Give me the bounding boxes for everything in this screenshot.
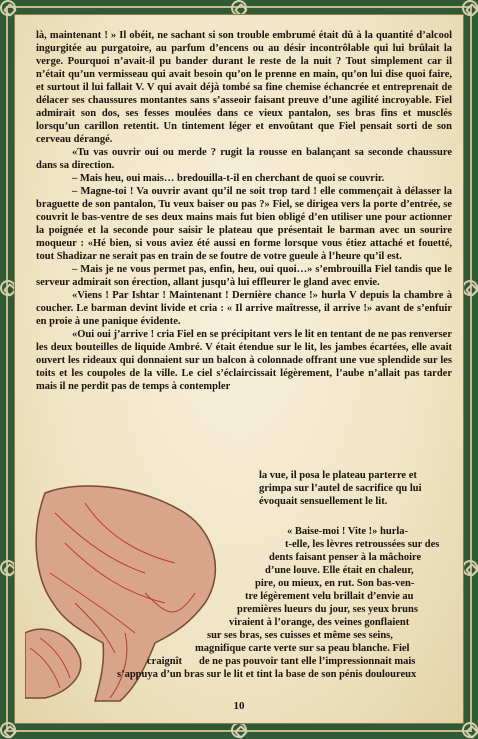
text-line: de ne pas pouvoir tant elle l’impressionnait mais [199,656,416,667]
text-line: « Baise-moi ! Vite !» hurla- [287,526,409,537]
paragraph: – Mais je ne vous permet pas, enfin, heu, oui quoi…» s’embrouilla Fiel tandis que le serveur admirait son érection, allant jusqu’à lui effleurer le gland avec envie. [36,264,452,288]
border-left [6,6,8,732]
text-line: d’une louve. Elle était en chaleur, [265,565,414,576]
text-line: s’appuya d’un bras sur le lit et tint la base de son pénis douloureux [117,669,417,680]
paragraph: – Mais heu, oui mais… bredouilla-t-il en cherchant de quoi se couvrir. [72,173,385,184]
text-line: évoquait sensuellement le lit. [259,496,388,507]
paragraph: «Viens ! Par Ishtar ! Maintenant ! Dernière chance !» hurla V depuis la chambre à coucher. Le barman devint livide et cria : « Il arrive maîtresse, il arrive !» avant de s’enfuir en proie à une panique évidente. [36,290,452,327]
celtic-knot-icon [462,722,478,738]
text-line: craignît [147,656,182,667]
border-right [470,6,472,732]
text-line: viraient à l’orange, des veines gonflaient [229,617,410,628]
celtic-knot-icon [0,722,16,738]
body-text [36,29,452,393]
paragraph: «Tu vas ouvrir oui ou merde ? rugit la rousse en balançant sa seconde chaussure dans sa direction. [36,147,452,171]
text-line: tre légèrement velu brillait d’envie au [245,591,414,602]
paragraph: là, maintenant ! » Il obéit, ne sachant si son trouble embrumé était dû à la quantité d’alcool ingurgitée au purgatoire, au parfum d’encens ou au désir incontrôlable qui lui brûlait la verge. Pourquoi n’avait-il pu bander durant le reste de la nuit ? Tout simplement car il n’était qu’un vermisseau qui avait besoin qu’on le prenne en main, qu’on lui dise quoi faire, et surtout il lui fallait V. V qui avait déjà tombé sa fine chemise échancrée et entreprenait de délacer ses chaussures montantes sans s’asseoir faisant preuve d’une agilité incroyable. Fiel admirait son dos, ses fesses moulées dans ce vieux pantalon, ses bras fins et musclés lorsqu’un carillon retentit. Un tintement léger et envoûtant que Fiel pensait sorti de son cerveau dérangé. [36,30,452,145]
text-line: premières lueurs du jour, ses yeux bruns [237,604,418,615]
text-line: pire, ou mieux, en rut. Son bas-ven- [255,578,415,589]
celtic-knot-icon [231,722,247,738]
text-line: grimpa sur l’autel de sacrifice qu lui [259,483,422,494]
page-number: 10 [233,700,245,712]
celtic-knot-icon [462,0,478,16]
text-line: dents faisant penser à la mâchoire [269,552,422,563]
text-line: la vue, il posa le plateau parterre et [259,470,417,481]
text-line: magnifique carte verte sur sa peau blanche. Fiel [195,643,410,654]
celtic-knot-icon [462,280,478,296]
paragraph: «Oui oui j’arrive ! cria Fiel en se précipitant vers le lit en tentant de ne pas renverser les deux bouteilles de liquide Ambré. V était étendue sur le lit, les jambes écartées, elle avait ouvert les rideaux qui donnaient sur un balcon à colonnade offrant une vue splendide sur les toits et les coupoles de la ville. Le ciel s’éclaircissait légèrement, l’aube n’allait pas tarder mais il ne perdit pas de temps à contempler [36,329,452,392]
celtic-knot-icon [462,560,478,576]
paragraph: – Magne-toi ! Va ouvrir avant qu’il ne soit trop tard ! elle commençait à délasser la braguette de son pantalon, Tu veux baiser ou pas ?» Fiel, se dirigea vers la porte d’entrée, se couvrit le bas-ventre de ses deux mains mais fut bien obligé d’en utiliser une pour actionner la poignée et la seconde pour saisir le plateau que présentait le barman avec un sourire moqueur : «Hé bien, si vous aviez été aussi en forme lorsque vous étiez attaché et fouetté, tout Shadizar ne serait pas en train de se foutre de votre gueule à l’heure qu’il est. [36,186,452,262]
text-line: t-elle, les lèvres retroussées sur des [285,539,440,550]
parchment-page [14,14,464,724]
text-line: sur ses bras, ses cuisses et même ses seins, [207,630,393,641]
